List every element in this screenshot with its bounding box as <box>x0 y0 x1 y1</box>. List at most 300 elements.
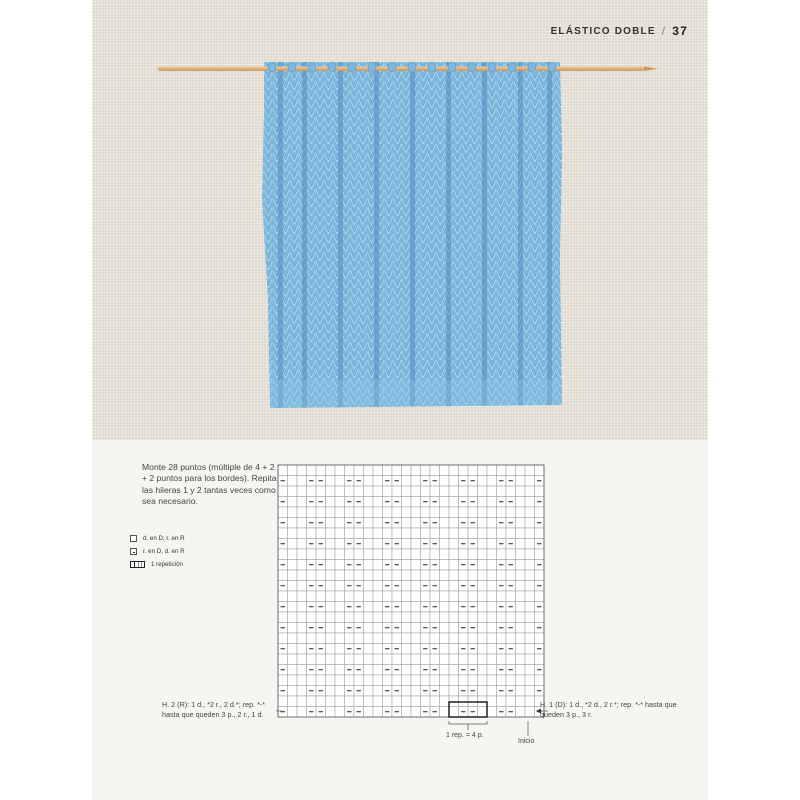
chart-cell <box>430 465 440 476</box>
chart-cell <box>402 465 412 476</box>
chart-cell <box>402 644 412 655</box>
chart-cell <box>345 612 355 623</box>
chart-cell <box>392 465 402 476</box>
chart-cell <box>288 539 298 550</box>
chart-cell <box>449 507 459 518</box>
chart-cell <box>525 633 535 644</box>
chart-cell <box>411 486 421 497</box>
chart-cell <box>316 612 326 623</box>
chart-cell <box>497 570 507 581</box>
chart-cell <box>449 675 459 686</box>
chart-cell <box>478 623 488 634</box>
chart-cell <box>402 518 412 529</box>
chart-cell <box>278 591 288 602</box>
chart-cell <box>354 696 364 707</box>
chart-cell <box>449 633 459 644</box>
chart-cell <box>411 549 421 560</box>
knitting-photo <box>92 0 708 440</box>
chart-cell <box>535 591 545 602</box>
chart-cell <box>430 507 440 518</box>
chart-cell <box>354 465 364 476</box>
chart-cell <box>487 497 497 508</box>
chart-cell <box>316 549 326 560</box>
chart-cell <box>516 602 526 613</box>
chart-cell <box>506 696 516 707</box>
chart-cell <box>354 486 364 497</box>
chart-cell <box>373 539 383 550</box>
chart-cell <box>335 507 345 518</box>
chart-cell <box>373 560 383 571</box>
chart-cell <box>335 570 345 581</box>
chart-cell <box>335 497 345 508</box>
chart-cell <box>402 476 412 487</box>
chart-cell <box>440 675 450 686</box>
chart-cell <box>411 633 421 644</box>
chart-cell <box>297 665 307 676</box>
chart-cell <box>288 486 298 497</box>
chart-cell <box>449 654 459 665</box>
chart-cell <box>516 591 526 602</box>
chart-cell <box>411 581 421 592</box>
start-label: Inicio <box>518 738 535 745</box>
chart-cell <box>288 612 298 623</box>
chart-cell <box>506 486 516 497</box>
chart-cell <box>440 644 450 655</box>
chart-cell <box>373 581 383 592</box>
chart-cell <box>421 591 431 602</box>
chart-cell <box>278 486 288 497</box>
chart-cell <box>468 675 478 686</box>
chart-cell <box>506 507 516 518</box>
chart-cell <box>525 696 535 707</box>
chart-cell <box>288 476 298 487</box>
chart-cell <box>326 476 336 487</box>
chart-cell <box>411 623 421 634</box>
chart-cell <box>383 612 393 623</box>
chart-cell <box>497 696 507 707</box>
chart-cell <box>421 696 431 707</box>
chart-cell <box>411 465 421 476</box>
chart-cell <box>354 612 364 623</box>
chart-cell <box>440 497 450 508</box>
chart-cell <box>335 591 345 602</box>
chart-cell <box>459 549 469 560</box>
chart-cell <box>516 623 526 634</box>
chart-cell <box>525 518 535 529</box>
chart-cell <box>525 675 535 686</box>
chart-cell <box>478 644 488 655</box>
chart-cell <box>373 591 383 602</box>
chart-cell <box>411 644 421 655</box>
chart-cell <box>430 612 440 623</box>
chart-cell <box>316 528 326 539</box>
chart-cell <box>430 570 440 581</box>
chart-cell <box>516 696 526 707</box>
chart-cell <box>478 707 488 718</box>
chart-cell <box>459 654 469 665</box>
chart-cell <box>392 528 402 539</box>
chart-cell <box>364 518 374 529</box>
chart-cell <box>440 654 450 665</box>
chart-cell <box>288 528 298 539</box>
chart-cell <box>430 633 440 644</box>
chart-cell <box>364 570 374 581</box>
chart-cell <box>297 518 307 529</box>
chart-cell <box>440 665 450 676</box>
chart-cell <box>335 560 345 571</box>
chart-cell <box>326 518 336 529</box>
chart-cell <box>364 633 374 644</box>
chart-cell <box>345 507 355 518</box>
chart-cell <box>278 528 288 539</box>
chart-cell <box>525 570 535 581</box>
chart-cell <box>468 612 478 623</box>
chart-cell <box>288 497 298 508</box>
chart-cell <box>421 633 431 644</box>
chart-cell <box>535 654 545 665</box>
chart-cell <box>421 507 431 518</box>
chart-cell <box>478 497 488 508</box>
chart-cell <box>297 633 307 644</box>
chart-cell <box>392 549 402 560</box>
chart-cell <box>335 465 345 476</box>
repeat-bracket <box>449 721 487 724</box>
chart-cell <box>364 549 374 560</box>
chart-cell <box>430 696 440 707</box>
legend-label: 1 repetición <box>151 561 183 568</box>
chart-cell <box>364 560 374 571</box>
chart-cell <box>430 591 440 602</box>
chart-cell <box>297 707 307 718</box>
chart-cell <box>411 570 421 581</box>
chart-cell <box>364 476 374 487</box>
chart-cell <box>297 654 307 665</box>
chart-cell <box>335 623 345 634</box>
chart-cell <box>373 486 383 497</box>
chart-cell <box>487 465 497 476</box>
chart-cell <box>440 539 450 550</box>
chart-cell <box>525 549 535 560</box>
chart-cell <box>487 696 497 707</box>
pattern-section <box>92 440 708 800</box>
chart-cell <box>516 570 526 581</box>
chart-cell <box>440 612 450 623</box>
chart-cell <box>506 654 516 665</box>
chart-cell <box>345 528 355 539</box>
chart-cell <box>525 560 535 571</box>
chart-cell <box>392 696 402 707</box>
chart-cell <box>335 665 345 676</box>
chart-cell <box>487 581 497 592</box>
chart-cell <box>288 665 298 676</box>
chart-cell <box>468 591 478 602</box>
chart-cell <box>478 507 488 518</box>
chart-cell <box>335 486 345 497</box>
chart-cell <box>478 665 488 676</box>
chart-cell <box>297 591 307 602</box>
chart-cell <box>354 570 364 581</box>
chart-cell <box>364 665 374 676</box>
chart-cell <box>516 665 526 676</box>
chart-cell <box>421 486 431 497</box>
chart-cell <box>430 549 440 560</box>
chart-cell <box>402 633 412 644</box>
chart-cell <box>345 696 355 707</box>
chart-cell <box>440 686 450 697</box>
chart-cell <box>459 675 469 686</box>
chart-cell <box>373 465 383 476</box>
chart-cell <box>440 707 450 718</box>
chart-cell <box>411 528 421 539</box>
book-page <box>92 0 708 800</box>
chart-cell <box>487 686 497 697</box>
chart-cell <box>516 686 526 697</box>
chart-cell <box>383 696 393 707</box>
chart-cell <box>449 549 459 560</box>
chart-cell <box>411 707 421 718</box>
chart-cell <box>373 518 383 529</box>
chart-cell <box>326 707 336 718</box>
chart-cell <box>345 486 355 497</box>
chart-cell <box>278 570 288 581</box>
chart-cell <box>288 570 298 581</box>
chart-cell <box>430 654 440 665</box>
chart-cell <box>278 507 288 518</box>
chart-cell <box>316 465 326 476</box>
chart-cell <box>307 507 317 518</box>
chart-cell <box>440 602 450 613</box>
chart-cell <box>383 486 393 497</box>
chart-cell <box>392 612 402 623</box>
chart-cell <box>516 612 526 623</box>
chart-cell <box>278 654 288 665</box>
chart-cell <box>354 633 364 644</box>
header-separator: / <box>661 24 667 38</box>
chart-cell <box>525 507 535 518</box>
chart-cell <box>440 465 450 476</box>
chart-cell <box>373 707 383 718</box>
chart-cell <box>525 465 535 476</box>
chart-cell <box>373 665 383 676</box>
chart-cell <box>354 528 364 539</box>
chart-cell <box>307 675 317 686</box>
chart-cell <box>421 549 431 560</box>
chart-cell <box>326 602 336 613</box>
chart-cell <box>497 507 507 518</box>
chart-cell <box>288 581 298 592</box>
chart-cell <box>326 570 336 581</box>
chart-cell <box>402 581 412 592</box>
chart-cell <box>373 644 383 655</box>
chart-cell <box>297 644 307 655</box>
chart-cell <box>326 696 336 707</box>
chart-cell <box>506 528 516 539</box>
page-number: 37 <box>672 24 688 38</box>
chart-cell <box>335 539 345 550</box>
chart-cell <box>326 665 336 676</box>
chart-cell <box>383 675 393 686</box>
chart-cell <box>307 549 317 560</box>
chart-cell <box>525 528 535 539</box>
chart-cell <box>402 612 412 623</box>
chart-cell <box>335 581 345 592</box>
chart-cell <box>478 696 488 707</box>
chart-cell <box>516 497 526 508</box>
chart-cell <box>516 486 526 497</box>
chart-cell <box>392 675 402 686</box>
chart-cell <box>449 476 459 487</box>
chart-cell <box>497 654 507 665</box>
chart-cell <box>487 507 497 518</box>
chart-cell <box>440 560 450 571</box>
chart-cell <box>411 696 421 707</box>
chart-cell <box>525 665 535 676</box>
chart-cell <box>525 497 535 508</box>
chart-cell <box>373 602 383 613</box>
chart-cell <box>535 549 545 560</box>
chart-cell <box>478 465 488 476</box>
chart-cell <box>421 570 431 581</box>
chart-cell <box>411 612 421 623</box>
chart-cell <box>459 570 469 581</box>
chart-cell <box>307 591 317 602</box>
chart-cell <box>364 696 374 707</box>
row2-instructions: H. 2 (R): 1 d., *2 r., 2 d.*; rep. *-* hasta que queden 3 p., 2 r., 1 d. <box>162 700 266 719</box>
chart-cell <box>411 518 421 529</box>
chart-cell <box>535 507 545 518</box>
section-title: ELÁSTICO DOBLE <box>550 25 656 37</box>
chart-cell <box>516 518 526 529</box>
chart-cell <box>307 570 317 581</box>
chart-cell <box>364 623 374 634</box>
chart-cell <box>326 654 336 665</box>
chart-cell <box>402 486 412 497</box>
chart-cell <box>516 675 526 686</box>
chart-cell <box>345 591 355 602</box>
chart-cell <box>449 486 459 497</box>
page-header <box>551 24 688 38</box>
chart-cell <box>383 465 393 476</box>
chart-cell <box>516 549 526 560</box>
chart-cell <box>297 486 307 497</box>
chart-cell <box>459 507 469 518</box>
chart-cell <box>297 476 307 487</box>
chart-cell <box>487 476 497 487</box>
row1-instructions: H. 1 (D): 1 d., *2 d., 2 r.*; rep. *-* hasta que queden 3 p., 3 r. <box>540 700 677 719</box>
chart-cell <box>478 539 488 550</box>
chart-cell <box>525 623 535 634</box>
chart-cell <box>478 581 488 592</box>
chart-cell <box>402 654 412 665</box>
chart-cell <box>364 654 374 665</box>
chart-cell <box>392 507 402 518</box>
chart-cell <box>497 465 507 476</box>
chart-cell <box>525 707 535 718</box>
chart-cell <box>411 507 421 518</box>
chart-cell <box>402 528 412 539</box>
chart-cell <box>364 486 374 497</box>
chart-cell <box>430 675 440 686</box>
chart-cell <box>459 612 469 623</box>
chart-cell <box>373 570 383 581</box>
chart-cell <box>402 665 412 676</box>
chart-cell <box>278 465 288 476</box>
chart-cell <box>288 623 298 634</box>
chart-cell <box>516 528 526 539</box>
chart-cell <box>525 486 535 497</box>
chart-cell <box>459 696 469 707</box>
chart-cell <box>354 675 364 686</box>
chart-cell <box>307 654 317 665</box>
chart-cell <box>307 633 317 644</box>
chart-cell <box>288 633 298 644</box>
chart-cell <box>516 707 526 718</box>
chart-cell <box>468 570 478 581</box>
chart-cell <box>297 539 307 550</box>
chart-cell <box>316 486 326 497</box>
chart-cell <box>402 602 412 613</box>
chart-cell <box>316 591 326 602</box>
chart-cell <box>525 581 535 592</box>
chart-cell <box>392 570 402 581</box>
chart-cell <box>459 591 469 602</box>
chart-cell <box>316 654 326 665</box>
chart-cell <box>373 675 383 686</box>
chart-cell <box>497 486 507 497</box>
chart-cell <box>449 612 459 623</box>
chart-cell <box>364 581 374 592</box>
chart-cell <box>430 486 440 497</box>
chart-cell <box>288 560 298 571</box>
chart-cell <box>478 612 488 623</box>
chart-cell <box>487 570 497 581</box>
legend-label: d. en D, r. en R <box>143 535 185 542</box>
chart-cell <box>335 686 345 697</box>
chart-cell <box>440 549 450 560</box>
chart-cell <box>326 581 336 592</box>
chart-cell <box>278 612 288 623</box>
chart-cell <box>364 528 374 539</box>
chart-cell <box>449 497 459 508</box>
chart-cell <box>449 665 459 676</box>
chart-cell <box>392 654 402 665</box>
chart-cell <box>297 612 307 623</box>
chart-cell <box>364 675 374 686</box>
chart-cell <box>297 602 307 613</box>
chart-cell <box>335 476 345 487</box>
chart-cell <box>468 486 478 497</box>
chart-cell <box>364 507 374 518</box>
chart-cell <box>440 507 450 518</box>
chart-cell <box>316 675 326 686</box>
chart-cell <box>364 539 374 550</box>
chart-cell <box>288 549 298 560</box>
chart-cell <box>326 507 336 518</box>
chart-cell <box>326 675 336 686</box>
chart-cell <box>297 549 307 560</box>
chart-cell <box>449 591 459 602</box>
chart-cell <box>335 549 345 560</box>
chart-cell <box>326 686 336 697</box>
chart-cell <box>288 591 298 602</box>
chart-cell <box>335 675 345 686</box>
chart-cell <box>440 581 450 592</box>
chart-cell <box>468 465 478 476</box>
chart-cell <box>392 633 402 644</box>
chart-cell <box>449 539 459 550</box>
chart-cell <box>421 675 431 686</box>
chart-cell <box>525 686 535 697</box>
